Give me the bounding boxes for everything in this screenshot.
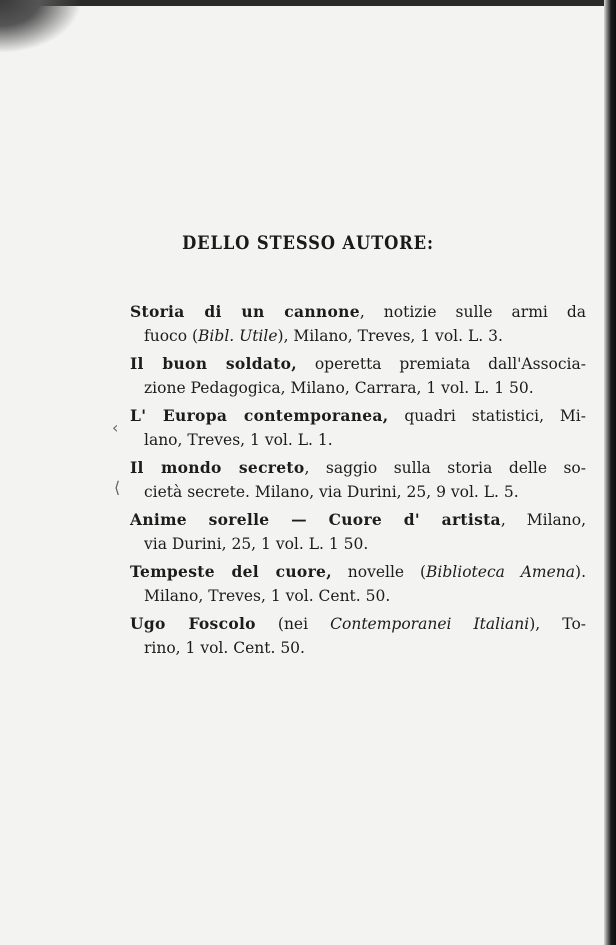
entry-text: novelle ( (331, 563, 427, 581)
entry-line (130, 456, 586, 480)
entry-line (130, 612, 586, 636)
entry-italic: Bibl. Utile (198, 327, 278, 345)
entry-text: , saggio sulla storia delle so- (304, 459, 586, 477)
entry-line: lano, Treves, 1 vol. L. 1. (144, 431, 333, 449)
entry-line: Milano, Treves, 1 vol. Cent. 50. (144, 587, 391, 605)
entry-line (130, 560, 586, 584)
entry-text: ), Milano, Treves, 1 vol. L. 3. (277, 327, 503, 345)
entry-text: ). (575, 563, 587, 581)
bibliography-list (130, 300, 586, 664)
entry-title: Tempeste del cuore, (130, 562, 332, 581)
corner-shadow (0, 0, 80, 52)
pencil-mark-icon: ‹ (112, 418, 119, 437)
entry-text: (nei (255, 615, 331, 633)
entry-line: rino, 1 vol. Cent. 50. (144, 639, 305, 657)
entry-text: , notizie sulle armi da (359, 303, 586, 321)
page-spine-edge (604, 0, 616, 945)
entry-italic: Contemporanei Italiani (330, 615, 530, 633)
entry-title: Il buon soldato, (130, 354, 297, 373)
pencil-mark-icon: ⟨ (114, 478, 121, 497)
page-heading: DELLO STESSO AUTORE: (182, 232, 434, 254)
list-item (130, 508, 586, 556)
entry-text: , Milano, (500, 511, 587, 529)
page-top-edge (0, 0, 616, 6)
entry-italic: Biblioteca Amena (426, 563, 576, 581)
entry-line (130, 352, 586, 376)
list-item (130, 352, 586, 400)
entry-title: L' Europa contemporanea, (130, 406, 389, 425)
list-item (130, 612, 586, 660)
entry-line (130, 508, 586, 532)
list-item (130, 300, 586, 348)
list-item (130, 560, 586, 608)
entry-line: cietà secrete. Milano, via Durini, 25, 9 vol. L. 5. (144, 483, 519, 501)
list-item (130, 456, 586, 504)
entry-line (130, 324, 586, 348)
entry-text: ), To- (529, 615, 587, 633)
entry-text: fuoco ( (144, 327, 199, 345)
entry-line (130, 300, 586, 324)
entry-title: Ugo Foscolo (130, 614, 256, 633)
entry-title: Anime sorelle — Cuore d' artista (130, 510, 501, 529)
entry-line (130, 404, 586, 428)
entry-text: operetta premiata dall'Associa- (297, 355, 586, 373)
entry-line: via Durini, 25, 1 vol. L. 1 50. (144, 535, 369, 553)
list-item (130, 404, 586, 452)
entry-title: Storia di un cannone (130, 302, 360, 321)
entry-text: quadri statistici, Mi- (388, 407, 586, 425)
entry-line: zione Pedagogica, Milano, Carrara, 1 vol. L. 1 50. (144, 379, 534, 397)
entry-title: Il mondo secreto (130, 458, 305, 477)
